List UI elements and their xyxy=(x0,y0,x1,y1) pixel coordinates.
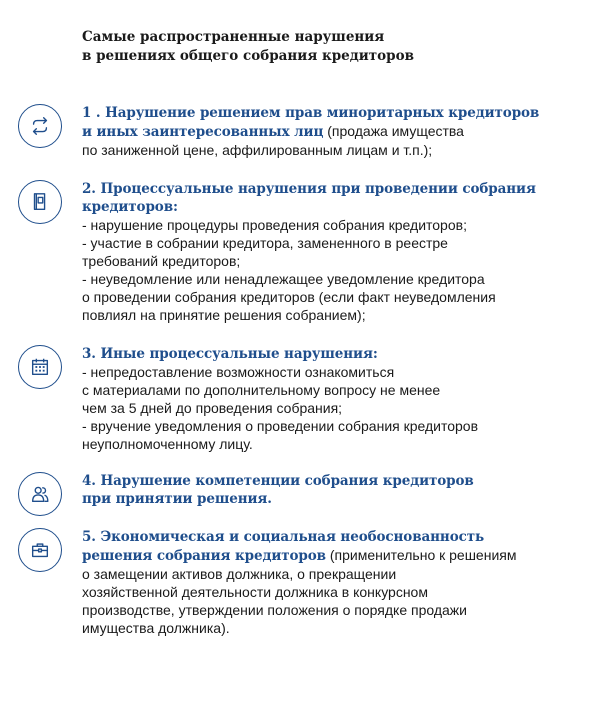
item-body-line: производстве, утверждении положения о порядке продажи xyxy=(82,602,467,618)
item-body-line: - нарушение процедуры проведения собрания кредиторов; xyxy=(82,217,467,233)
item-text xyxy=(82,104,582,159)
calendar-icon xyxy=(18,345,62,389)
item-body-line: - непредоставление возможности ознакомиться xyxy=(82,364,395,380)
item-body-line: - участие в собрании кредитора, замененного в реестре xyxy=(82,235,448,251)
item-heading: при принятии решения. xyxy=(82,491,272,507)
item-body-line: неуполномоченному лицу. xyxy=(82,436,253,452)
item-heading: 5. Экономическая и социальная необоснованность xyxy=(82,529,485,545)
item-heading-line xyxy=(82,546,582,565)
item-body-line: - неуведомление или ненадлежащее уведомление кредитора xyxy=(82,271,485,287)
item-body-line: - вручение уведомления о проведении собрания кредиторов xyxy=(82,418,479,434)
item-body-line: с материалами по дополнительному вопросу не менее xyxy=(82,382,441,398)
item-heading: 4. Нарушение компетенции собрания кредиторов xyxy=(82,473,474,489)
item-heading: кредиторов: xyxy=(82,199,178,215)
item-body-text: (продажа имущества xyxy=(323,123,464,139)
item-text xyxy=(82,180,582,324)
item-body-line: о проведении собрания кредиторов (если факт неуведомления xyxy=(82,289,496,305)
document-folder-icon xyxy=(18,180,62,224)
people-icon xyxy=(18,472,62,516)
item-heading-line xyxy=(82,122,582,141)
item-text xyxy=(82,472,582,508)
item-heading: 1 . Нарушение решением прав миноритарных кредиторов xyxy=(82,105,540,121)
item-body-line: имущества должника). xyxy=(82,620,230,636)
item-body-line: повлиял на принятие решения собранием); xyxy=(82,307,366,323)
item-body-line: о замещении активов должника, о прекращении xyxy=(82,566,397,582)
item-body-line: хозяйственной деятельности должника в конкурсном xyxy=(82,584,428,600)
item-text xyxy=(82,528,582,637)
exchange-arrows-icon xyxy=(18,104,62,148)
item-heading: решения собрания кредиторов xyxy=(82,548,326,564)
item-body-line: чем за 5 дней до проведения собрания; xyxy=(82,400,343,416)
item-heading: 3. Иные процессуальные нарушения: xyxy=(82,346,378,362)
title-line: в решениях общего собрания кредиторов xyxy=(82,48,414,64)
item-body-line: требований кредиторов; xyxy=(82,253,241,269)
item-body-line: по заниженной цене, аффилированным лицам и т.п.); xyxy=(82,142,433,158)
briefcase-icon xyxy=(18,528,62,572)
title-line: Самые распространенные нарушения xyxy=(82,29,385,45)
item-heading: 2. Процессуальные нарушения при проведении собрания xyxy=(82,181,536,197)
item-text xyxy=(82,345,582,453)
page-title xyxy=(82,28,414,66)
item-body-text: (применительно к решениям xyxy=(325,547,517,563)
item-heading: и иных заинтересованных лиц xyxy=(82,124,324,140)
